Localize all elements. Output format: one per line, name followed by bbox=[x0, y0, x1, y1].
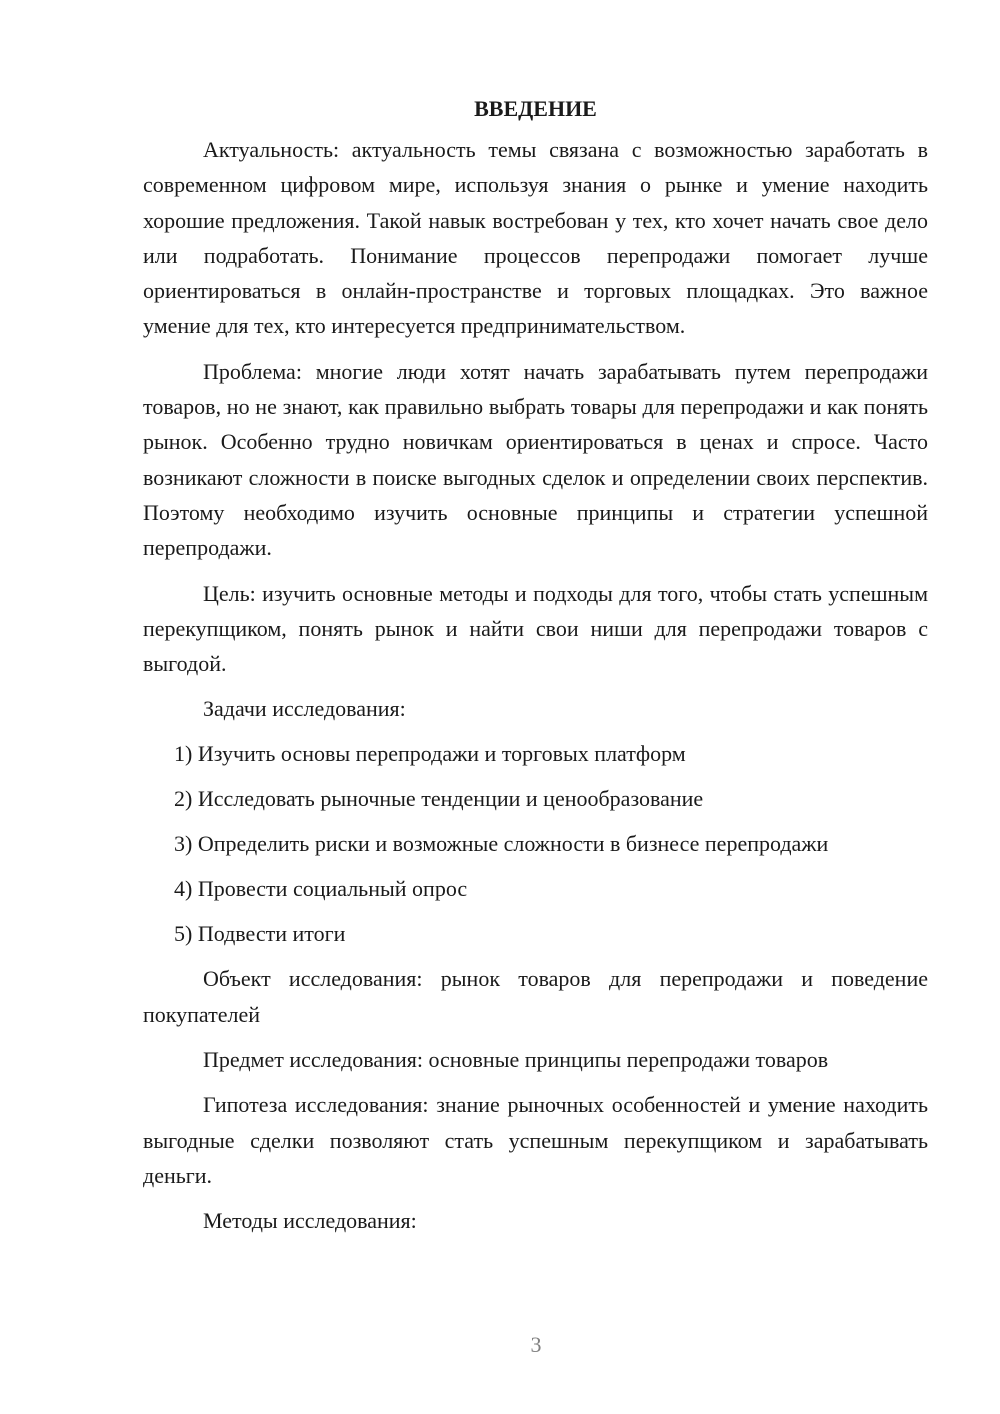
tasks-title: Задачи исследования: bbox=[203, 696, 406, 722]
goal-paragraph: Цель: изучить основные методы и подходы для того, чтобы стать успешным перекупщиком, понять рынок и найти свои ниши для перепродажи товаров с выгодой. bbox=[143, 580, 928, 677]
document-page bbox=[143, 92, 928, 1249]
subject-paragraph: Предмет исследования: основные принципы перепродажи товаров bbox=[203, 1047, 829, 1073]
object-paragraph: Объект исследования: рынок товаров для перепродажи и поведение покупателей bbox=[143, 966, 928, 1027]
methods-title: Методы исследования: bbox=[203, 1208, 417, 1234]
task-item: 1) Изучить основы перепродажи и торговых платформ bbox=[174, 741, 686, 767]
task-item: 2) Исследовать рыночные тенденции и ценообразование bbox=[174, 786, 704, 812]
hypothesis-paragraph: Гипотеза исследования: знание рыночных особенностей и умение находить выгодные сделки позволяют стать успешным перекупщиком и зарабатывать деньги. bbox=[143, 1092, 928, 1188]
task-item: 4) Провести социальный опрос bbox=[174, 876, 468, 902]
problem-paragraph: Проблема: многие люди хотят начать зарабатывать путем перепродажи товаров, но не знают, как правильно выбрать товары для перепродажи и как понять рынок. Особенно трудно новичкам ориентироваться в ценах и спросе. Часто возникают сложности в поиске выгодных сделок и определении своих перспектив. Поэтому необходимо изучить основные принципы и стратегии успешной перепродажи. bbox=[143, 358, 928, 561]
task-item: 3) Определить риски и возможные сложности в бизнесе перепродажи bbox=[174, 831, 829, 857]
tasks-list bbox=[143, 736, 928, 951]
task-item: 5) Подвести итоги bbox=[174, 921, 346, 947]
section-heading: ВВЕДЕНИЕ bbox=[474, 96, 597, 121]
relevance-paragraph: Актуальность: актуальность темы связана с возможностью заработать в современном цифровом мире, используя знания о рынке и умение находить хорошие предложения. Такой навык востребован у тех, кто хочет начать свое дело или подработать. Понимание процессов перепродажи помогает лучше ориентироваться в онлайн-пространстве и торговых площадках. Это важное умение для тех, кто интересуется предпринимательством. bbox=[143, 137, 928, 339]
page-number: 3 bbox=[530, 1332, 542, 1357]
